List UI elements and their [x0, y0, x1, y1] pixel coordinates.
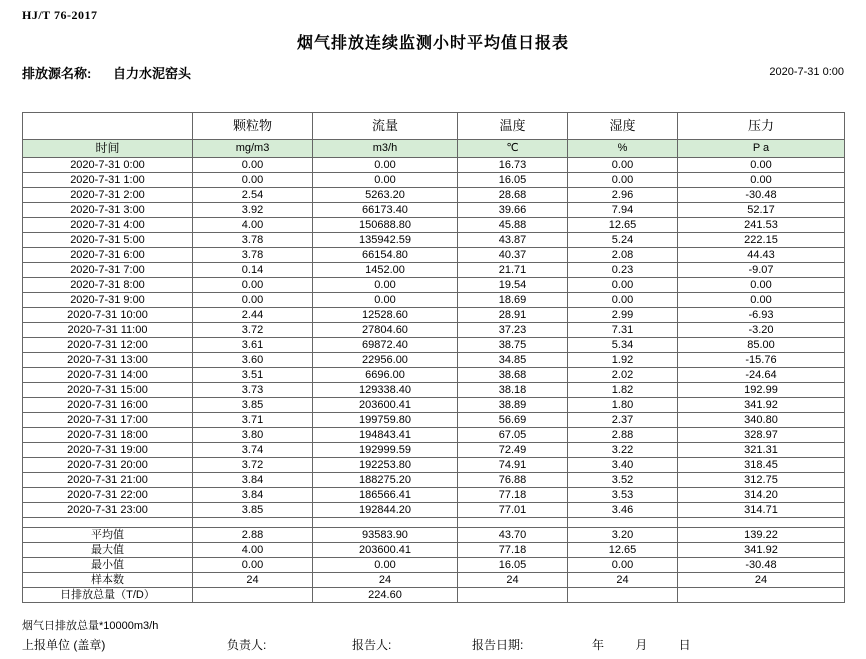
header-unit-5: P a	[678, 140, 845, 158]
cell-humidity: 0.00	[568, 173, 678, 188]
summary-humidity: 0.00	[568, 558, 678, 573]
cell-time: 2020-7-31 22:00	[23, 488, 193, 503]
cell-pressure: 192.99	[678, 383, 845, 398]
cell-time: 2020-7-31 13:00	[23, 353, 193, 368]
cell-temperature: 38.18	[458, 383, 568, 398]
summary-particulate: 2.88	[193, 528, 313, 543]
cell-pressure: 44.43	[678, 248, 845, 263]
cell-time: 2020-7-31 11:00	[23, 323, 193, 338]
table-row	[23, 428, 845, 443]
cell-particulate: 3.78	[193, 233, 313, 248]
spacer-cell	[193, 518, 313, 528]
cell-flow: 192844.20	[313, 503, 458, 518]
cell-humidity: 2.99	[568, 308, 678, 323]
cell-particulate: 3.51	[193, 368, 313, 383]
cell-temperature: 21.71	[458, 263, 568, 278]
cell-particulate: 3.71	[193, 413, 313, 428]
table-spacer-row	[23, 518, 845, 528]
cell-flow: 66154.80	[313, 248, 458, 263]
cell-pressure: -30.48	[678, 188, 845, 203]
cell-temperature: 18.69	[458, 293, 568, 308]
summary-temperature	[458, 588, 568, 603]
spacer-cell	[568, 518, 678, 528]
summary-temperature: 43.70	[458, 528, 568, 543]
cell-humidity: 3.22	[568, 443, 678, 458]
cell-temperature: 45.88	[458, 218, 568, 233]
cell-pressure: -15.76	[678, 353, 845, 368]
cell-particulate: 3.60	[193, 353, 313, 368]
summary-pressure: 24	[678, 573, 845, 588]
summary-row-daily-total	[23, 588, 845, 603]
cell-temperature: 28.68	[458, 188, 568, 203]
table-row	[23, 188, 845, 203]
cell-time: 2020-7-31 0:00	[23, 158, 193, 173]
cell-humidity: 3.52	[568, 473, 678, 488]
cell-temperature: 38.75	[458, 338, 568, 353]
header-param-1: 颗粒物	[193, 113, 313, 140]
responsible-person-label: 负责人:	[227, 638, 267, 652]
cell-humidity: 7.94	[568, 203, 678, 218]
cell-flow: 192253.80	[313, 458, 458, 473]
cell-pressure: 52.17	[678, 203, 845, 218]
cell-pressure: 0.00	[678, 173, 845, 188]
cell-flow: 135942.59	[313, 233, 458, 248]
cell-pressure: 241.53	[678, 218, 845, 233]
header-unit-1: mg/m3	[193, 140, 313, 158]
summary-flow: 0.00	[313, 558, 458, 573]
cell-humidity: 12.65	[568, 218, 678, 233]
cell-humidity: 2.96	[568, 188, 678, 203]
report-datetime: 2020-7-31 0:00	[769, 66, 844, 78]
cell-particulate: 3.85	[193, 503, 313, 518]
summary-particulate	[193, 588, 313, 603]
cell-particulate: 3.73	[193, 383, 313, 398]
cell-temperature: 77.01	[458, 503, 568, 518]
cell-particulate: 2.44	[193, 308, 313, 323]
summary-particulate: 4.00	[193, 543, 313, 558]
table-row	[23, 323, 845, 338]
table-row	[23, 248, 845, 263]
cell-pressure: 328.97	[678, 428, 845, 443]
cell-flow: 0.00	[313, 293, 458, 308]
cell-time: 2020-7-31 5:00	[23, 233, 193, 248]
table-header-params	[23, 113, 845, 140]
table-row	[23, 488, 845, 503]
cell-time: 2020-7-31 20:00	[23, 458, 193, 473]
summary-label: 日排放总量（T/D）	[23, 588, 193, 603]
table-row	[23, 353, 845, 368]
spacer-cell	[458, 518, 568, 528]
summary-label: 最小值	[23, 558, 193, 573]
table-row	[23, 368, 845, 383]
table-row	[23, 443, 845, 458]
summary-humidity: 3.20	[568, 528, 678, 543]
page-title: 烟气排放连续监测小时平均值日报表	[296, 35, 569, 52]
cell-flow: 1452.00	[313, 263, 458, 278]
cell-temperature: 16.05	[458, 173, 568, 188]
cell-humidity: 2.88	[568, 428, 678, 443]
cell-pressure: 0.00	[678, 293, 845, 308]
cell-particulate: 0.00	[193, 158, 313, 173]
table-row	[23, 218, 845, 233]
cell-pressure: -3.20	[678, 323, 845, 338]
cell-particulate: 3.92	[193, 203, 313, 218]
cell-pressure: 321.31	[678, 443, 845, 458]
cell-flow: 188275.20	[313, 473, 458, 488]
cell-pressure: 340.80	[678, 413, 845, 428]
header-param-4: 湿度	[568, 113, 678, 140]
cell-time: 2020-7-31 14:00	[23, 368, 193, 383]
cell-particulate: 3.80	[193, 428, 313, 443]
spacer-cell	[678, 518, 845, 528]
cell-flow: 203600.41	[313, 398, 458, 413]
cell-time: 2020-7-31 18:00	[23, 428, 193, 443]
table-row	[23, 338, 845, 353]
summary-temperature: 16.05	[458, 558, 568, 573]
summary-row-sample-count	[23, 573, 845, 588]
cell-temperature: 67.05	[458, 428, 568, 443]
table-row	[23, 473, 845, 488]
cell-pressure: 318.45	[678, 458, 845, 473]
cell-flow: 150688.80	[313, 218, 458, 233]
summary-temperature: 77.18	[458, 543, 568, 558]
summary-flow: 203600.41	[313, 543, 458, 558]
cell-flow: 12528.60	[313, 308, 458, 323]
summary-humidity: 12.65	[568, 543, 678, 558]
cell-humidity: 0.00	[568, 278, 678, 293]
cell-humidity: 2.37	[568, 413, 678, 428]
table-row	[23, 203, 845, 218]
standard-code: HJ/T 76-2017	[22, 8, 98, 22]
cell-humidity: 5.24	[568, 233, 678, 248]
cell-time: 2020-7-31 9:00	[23, 293, 193, 308]
cell-particulate: 0.00	[193, 278, 313, 293]
table-row	[23, 263, 845, 278]
cell-flow: 0.00	[313, 278, 458, 293]
cell-time: 2020-7-31 4:00	[23, 218, 193, 233]
cell-humidity: 0.23	[568, 263, 678, 278]
table-row	[23, 398, 845, 413]
cell-time: 2020-7-31 23:00	[23, 503, 193, 518]
cell-flow: 194843.41	[313, 428, 458, 443]
cell-particulate: 3.72	[193, 458, 313, 473]
cell-flow: 22956.00	[313, 353, 458, 368]
header-corner-cell	[23, 113, 193, 140]
cell-pressure: -6.93	[678, 308, 845, 323]
cell-time: 2020-7-31 10:00	[23, 308, 193, 323]
cell-temperature: 38.68	[458, 368, 568, 383]
cell-time: 2020-7-31 6:00	[23, 248, 193, 263]
cell-temperature: 16.73	[458, 158, 568, 173]
hourly-average-table	[22, 112, 845, 603]
table-row	[23, 503, 845, 518]
cell-flow: 5263.20	[313, 188, 458, 203]
cell-temperature: 39.66	[458, 203, 568, 218]
cell-pressure: 314.71	[678, 503, 845, 518]
cell-flow: 0.00	[313, 173, 458, 188]
cell-time: 2020-7-31 1:00	[23, 173, 193, 188]
spacer-cell	[313, 518, 458, 528]
summary-label: 平均值	[23, 528, 193, 543]
spacer-cell	[23, 518, 193, 528]
cell-time: 2020-7-31 12:00	[23, 338, 193, 353]
cell-temperature: 74.91	[458, 458, 568, 473]
table-row	[23, 383, 845, 398]
cell-humidity: 1.80	[568, 398, 678, 413]
cell-temperature: 40.37	[458, 248, 568, 263]
header-param-5: 压力	[678, 113, 845, 140]
cell-time: 2020-7-31 19:00	[23, 443, 193, 458]
emission-source-label: 排放源名称:	[22, 66, 92, 81]
cell-particulate: 3.78	[193, 248, 313, 263]
reporter-label: 报告人:	[352, 638, 392, 652]
cell-flow: 129338.40	[313, 383, 458, 398]
cell-temperature: 38.89	[458, 398, 568, 413]
cell-temperature: 37.23	[458, 323, 568, 338]
cell-temperature: 72.49	[458, 443, 568, 458]
cell-temperature: 34.85	[458, 353, 568, 368]
table-row	[23, 278, 845, 293]
summary-row-min	[23, 558, 845, 573]
cell-pressure: 0.00	[678, 158, 845, 173]
cell-humidity: 1.82	[568, 383, 678, 398]
cell-particulate: 3.85	[193, 398, 313, 413]
cell-flow: 27804.60	[313, 323, 458, 338]
cell-pressure: -24.64	[678, 368, 845, 383]
summary-pressure: -30.48	[678, 558, 845, 573]
cell-time: 2020-7-31 3:00	[23, 203, 193, 218]
header-unit-4: %	[568, 140, 678, 158]
header-unit-3: ℃	[458, 140, 568, 158]
cell-pressure: 85.00	[678, 338, 845, 353]
cell-pressure: -9.07	[678, 263, 845, 278]
cell-humidity: 2.02	[568, 368, 678, 383]
cell-pressure: 312.75	[678, 473, 845, 488]
cell-temperature: 19.54	[458, 278, 568, 293]
report-date-label: 报告日期:	[472, 638, 524, 652]
cell-humidity: 0.00	[568, 293, 678, 308]
cell-particulate: 3.84	[193, 473, 313, 488]
summary-row-max	[23, 543, 845, 558]
header-unit-2: m3/h	[313, 140, 458, 158]
summary-humidity: 24	[568, 573, 678, 588]
emission-source-row	[22, 63, 191, 82]
cell-temperature: 28.91	[458, 308, 568, 323]
cell-flow: 186566.41	[313, 488, 458, 503]
summary-humidity	[568, 588, 678, 603]
cell-humidity: 0.00	[568, 158, 678, 173]
cell-temperature: 56.69	[458, 413, 568, 428]
header-time-label: 时间	[23, 140, 193, 158]
cell-particulate: 4.00	[193, 218, 313, 233]
cell-flow: 192999.59	[313, 443, 458, 458]
cell-humidity: 1.92	[568, 353, 678, 368]
cell-temperature: 77.18	[458, 488, 568, 503]
cell-humidity: 7.31	[568, 323, 678, 338]
cell-flow: 66173.40	[313, 203, 458, 218]
cell-time: 2020-7-31 7:00	[23, 263, 193, 278]
table-row	[23, 173, 845, 188]
summary-pressure: 139.22	[678, 528, 845, 543]
summary-particulate: 0.00	[193, 558, 313, 573]
cell-particulate: 3.74	[193, 443, 313, 458]
summary-flow: 224.60	[313, 588, 458, 603]
table-row	[23, 413, 845, 428]
cell-particulate: 0.14	[193, 263, 313, 278]
table-row	[23, 293, 845, 308]
footnote: 烟气日排放总量*10000m3/h	[22, 620, 159, 632]
cell-particulate: 2.54	[193, 188, 313, 203]
cell-humidity: 5.34	[568, 338, 678, 353]
cell-pressure: 0.00	[678, 278, 845, 293]
summary-particulate: 24	[193, 573, 313, 588]
emission-source-value: 自力水泥窑头	[112, 66, 191, 81]
cell-particulate: 0.00	[193, 173, 313, 188]
cell-flow: 199759.80	[313, 413, 458, 428]
cell-temperature: 76.88	[458, 473, 568, 488]
cell-pressure: 314.20	[678, 488, 845, 503]
table-row	[23, 458, 845, 473]
header-param-3: 温度	[458, 113, 568, 140]
cell-flow: 6696.00	[313, 368, 458, 383]
cell-particulate: 3.72	[193, 323, 313, 338]
cell-pressure: 341.92	[678, 398, 845, 413]
summary-temperature: 24	[458, 573, 568, 588]
header-param-2: 流量	[313, 113, 458, 140]
cell-humidity: 3.46	[568, 503, 678, 518]
cell-time: 2020-7-31 17:00	[23, 413, 193, 428]
cell-particulate: 3.84	[193, 488, 313, 503]
summary-flow: 93583.90	[313, 528, 458, 543]
report-unit-label: 上报单位 (盖章)	[22, 638, 106, 652]
cell-particulate: 3.61	[193, 338, 313, 353]
table-header-units	[23, 140, 845, 158]
cell-time: 2020-7-31 2:00	[23, 188, 193, 203]
year-month-day-label: 年 月 日	[592, 638, 705, 652]
table-row	[23, 158, 845, 173]
cell-particulate: 0.00	[193, 293, 313, 308]
cell-time: 2020-7-31 15:00	[23, 383, 193, 398]
cell-time: 2020-7-31 8:00	[23, 278, 193, 293]
table-row	[23, 233, 845, 248]
cell-humidity: 3.53	[568, 488, 678, 503]
cell-time: 2020-7-31 21:00	[23, 473, 193, 488]
cell-temperature: 43.87	[458, 233, 568, 248]
table-row	[23, 308, 845, 323]
summary-flow: 24	[313, 573, 458, 588]
summary-pressure: 341.92	[678, 543, 845, 558]
cell-flow: 0.00	[313, 158, 458, 173]
summary-pressure	[678, 588, 845, 603]
cell-humidity: 2.08	[568, 248, 678, 263]
cell-pressure: 222.15	[678, 233, 845, 248]
cell-time: 2020-7-31 16:00	[23, 398, 193, 413]
cell-humidity: 3.40	[568, 458, 678, 473]
summary-label: 样本数	[23, 573, 193, 588]
summary-label: 最大值	[23, 543, 193, 558]
summary-row-average	[23, 528, 845, 543]
cell-flow: 69872.40	[313, 338, 458, 353]
